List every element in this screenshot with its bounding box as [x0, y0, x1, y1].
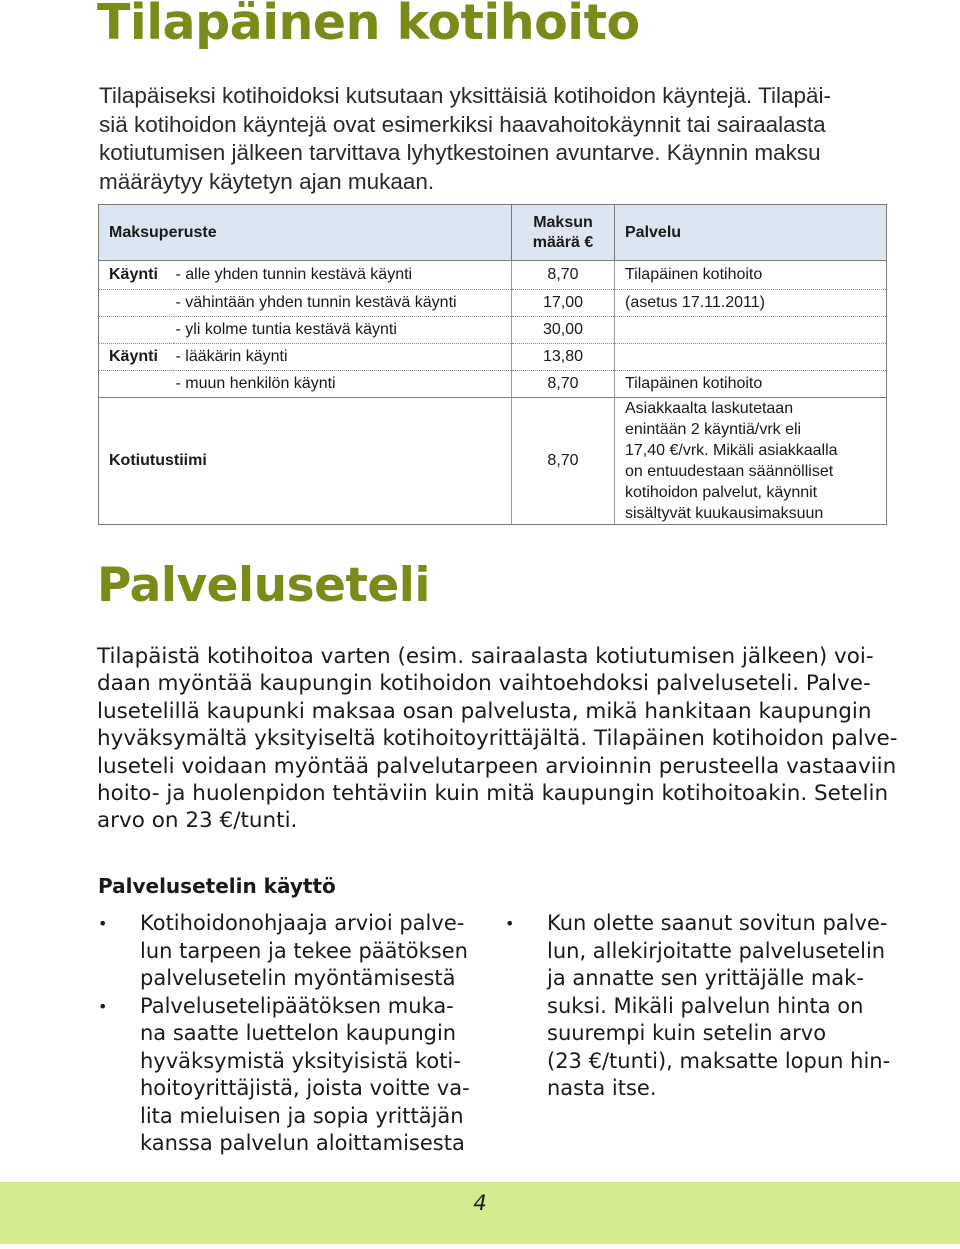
paragraph-line: Tilapäistä kotihoitoa varten (esim. sairaalasta kotiutumisen jälkeen) voi-: [97, 644, 874, 669]
header-amount: [512, 205, 615, 261]
palveluseteli-paragraph: [97, 643, 927, 835]
row-amount: 13,80: [512, 344, 615, 371]
intro-line: määräytyy käytetyn ajan mukaan.: [99, 168, 435, 194]
bullet-line: nasta itse.: [547, 1076, 657, 1100]
bullet-line: na saatte luettelon kaupungin: [140, 1021, 457, 1045]
row-service: Tilapäinen kotihoito: [615, 371, 887, 398]
row-label: Käynti: [99, 261, 174, 290]
row-amount: 8,70: [512, 371, 615, 398]
row-amount: 30,00: [512, 317, 615, 344]
list-item: [505, 910, 905, 1103]
bullet-line: ja annatte sen yrittäjälle mak-: [547, 966, 864, 990]
bullet-line: hoitoyrittäjistä, joista voitte va-: [140, 1076, 470, 1100]
row-service: [615, 344, 887, 371]
row-description: - vähintään yhden tunnin kestävä käynti: [174, 290, 512, 317]
note-line: on entuudestaan säännölliset: [625, 463, 834, 480]
row-label: Kotiutustiimi: [99, 398, 512, 525]
note-line: kotihoidon palvelut, käynnit: [625, 484, 818, 501]
note-line: sisältyvät kuukausimaksuun: [625, 505, 824, 522]
paragraph-line: daan myöntää kaupungin kotihoidon vaihtoehdoksi palveluseteli. Palve-: [97, 671, 871, 697]
bullet-line: kanssa palvelun aloittamisesta: [140, 1131, 465, 1155]
bullet-line: suksi. Mikäli palvelun hinta on: [547, 993, 864, 1018]
list-item: [98, 993, 498, 1158]
paragraph-line: hyväksymältä yksityiseltä kotihoitoyrittäjältä. Tilapäinen kotihoidon palve-: [97, 726, 898, 752]
bullet-line: lun tarpeen ja tekee päätöksen: [140, 938, 468, 963]
page-number: 4: [473, 1191, 487, 1215]
row-description: - alle yhden tunnin kestävä käynti: [174, 261, 512, 290]
note-line: 17,40 €/vrk. Mikäli asiakkaalla: [625, 442, 838, 459]
intro-line: Tilapäiseksi kotihoidoksi kutsutaan yksittäisiä kotihoidon käyntejä. Tilapäi-: [99, 83, 832, 108]
bullet-list-left: [98, 910, 498, 1158]
table-row: [99, 290, 887, 317]
row-amount: 8,70: [512, 261, 615, 290]
note-line: enintään 2 käyntiä/vrk eli: [625, 421, 802, 438]
row-description: - yli kolme tuntia kestävä käynti: [174, 317, 512, 344]
bullet-line: lun, allekirjoitatte palvelusetelin: [547, 938, 886, 963]
note-line: Asiakkaalta laskutetaan: [625, 400, 794, 417]
row-amount: 8,70: [512, 398, 615, 525]
row-label: [99, 317, 174, 344]
page-title: Tilapäinen kotihoito: [97, 0, 640, 51]
bullet-line: (23 €/tunti), maksatte lopun hin-: [547, 1048, 891, 1073]
row-description: - lääkärin käynti: [174, 344, 512, 371]
table-row: [99, 344, 887, 371]
row-label: [99, 290, 174, 317]
header-amount-line1: Maksun: [533, 213, 593, 231]
bullet-icon: •: [505, 914, 515, 933]
row-service: (asetus 17.11.2011): [615, 290, 887, 317]
row-label: Käynti: [99, 344, 174, 371]
bullet-line: Kotihoidonohjaaja arvioi palve-: [140, 911, 465, 935]
bullet-line: hyväksymistä yksityisistä koti-: [140, 1048, 461, 1073]
header-amount-line2: määrä €: [532, 233, 594, 251]
header-service: Palvelu: [615, 205, 887, 261]
row-service: [615, 317, 887, 344]
row-label: [99, 371, 174, 398]
paragraph-line: hoito- ja huolenpidon tehtäviin kuin mitä kaupungin kotihoitoakin. Setelin: [97, 781, 889, 807]
row-note: [615, 398, 887, 525]
section-title-palveluseteli: Palveluseteli: [97, 558, 431, 613]
bullet-line: Kun olette saanut sovitun palve-: [547, 911, 888, 935]
bullet-line: suurempi kuin setelin arvo: [547, 1021, 827, 1045]
table-row-kotiutustiimi: [99, 398, 887, 525]
bullet-list-right: [505, 910, 905, 1103]
bullet-line: palvelusetelin myöntämisestä: [140, 966, 456, 990]
subheading: Palvelusetelin käyttö: [98, 874, 336, 898]
paragraph-line: arvo on 23 €/tunti.: [97, 808, 298, 834]
bullet-line: lita mieluisen ja sopia yrittäjän: [140, 1103, 464, 1128]
list-item: [98, 910, 498, 993]
intro-line: kotiutumisen jälkeen tarvittava lyhytkestoinen avuntarve. Käynnin maksu: [99, 140, 821, 165]
table-row: [99, 317, 887, 344]
row-description: - muun henkilön käynti: [174, 371, 512, 398]
intro-paragraph: [99, 82, 899, 196]
fee-table-header-row: [99, 205, 887, 261]
bullet-icon: •: [98, 996, 108, 1016]
table-row: [99, 371, 887, 398]
row-amount: 17,00: [512, 290, 615, 317]
intro-line: siä kotihoidon käyntejä ovat esimerkiksi haavahoitokäynnit tai sairaalasta: [99, 111, 826, 137]
paragraph-line: lusetelillä kaupunki maksaa osan palvelusta, mikä hankitaan kaupungin: [97, 698, 872, 724]
bullet-icon: •: [98, 914, 108, 933]
fee-table: [98, 204, 887, 525]
header-basis: Maksuperuste: [99, 205, 512, 261]
paragraph-line: luseteli voidaan myöntää palvelutarpeen arvioinnin perusteella vastaaviin: [97, 753, 897, 779]
row-service: Tilapäinen kotihoito: [615, 261, 887, 290]
table-row: [99, 261, 887, 290]
bullet-line: Palvelusetelipäätöksen muka-: [140, 993, 454, 1018]
